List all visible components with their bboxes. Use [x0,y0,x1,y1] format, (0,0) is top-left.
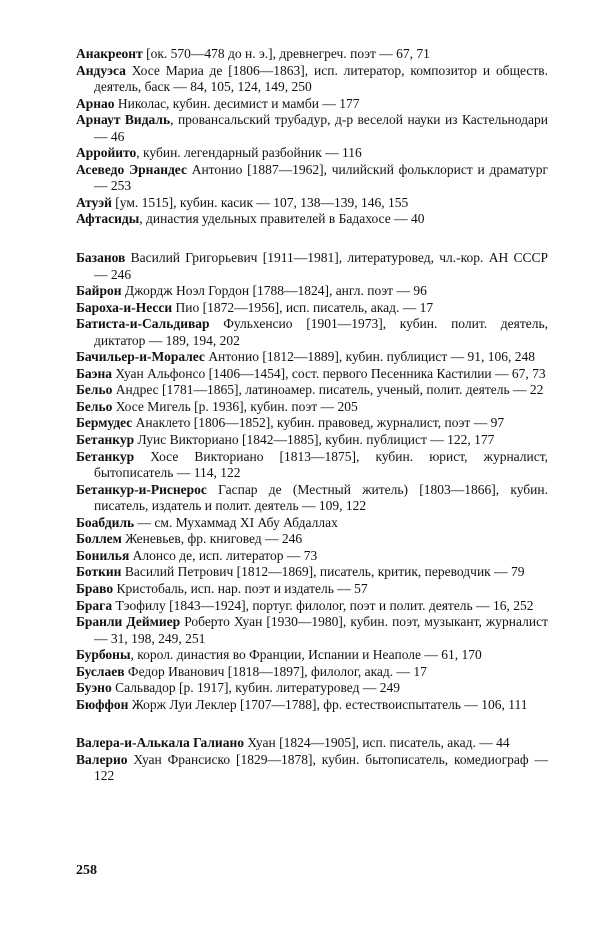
index-entry [76,250,548,283]
entry-headword: Бюффон [76,696,129,712]
index-entry [76,195,548,212]
entry-text: Хуан [1824—1905], исп. писатель, акад. — 44 [243,735,510,751]
entry-text: Андрес [1781—1865], латиноамер. писатель, ученый, полит. деятель — 22 [112,382,544,398]
entry-headword: Бурбоны [76,647,131,663]
entry-headword: Бельо [76,398,113,414]
index-entry [76,647,548,664]
entry-text: Хосе Викториано [1813—1875], кубин. юрист, журналист, бытописатель — 114, 122 [94,448,548,481]
entry-text: , династия удельных правителей в Бадахосе — 40 [139,211,425,227]
index-entry [76,162,548,195]
entry-headword: Валерио [76,751,128,767]
index-entry [76,548,548,565]
index-entry [76,399,548,416]
entry-headword: Баэна [76,365,113,381]
index-entry [76,211,548,228]
entry-headword: Бранли Деймиер [76,614,181,630]
index-entry [76,531,548,548]
index-entry [76,96,548,113]
entry-headword: Бетанкур [76,448,135,464]
entry-text: Кристобаль, исп. нар. поэт и издатель — 57 [113,580,368,596]
entry-text: Роберто Хуан [1930—1980], кубин. поэт, музыкант, журналист — 31, 198, 249, 251 [94,614,548,646]
index-entry [76,63,548,96]
index-entry [76,316,548,349]
entry-headword: Асеведо Эрнандес [76,161,187,177]
index-section-a [76,46,548,228]
index-entry [76,598,548,615]
entry-headword: Базанов [76,250,126,266]
entry-text: , корол. династия во Франции, Испании и Неаполе — 61, 170 [130,647,482,663]
page-number: 258 [76,863,97,878]
entry-headword: Бачильер-и-Моралес [76,349,205,365]
entry-headword: Буслаев [76,663,125,679]
entry-text: Василий Григорьевич [1911—1981], литературовед, чл.-кор. АН СССР — 246 [94,250,548,282]
index-entry [76,366,548,383]
index-entry [76,581,548,598]
entry-headword: Боллем [76,531,122,547]
entry-headword: Валера-и-Алькала Галиано [76,735,244,751]
entry-headword: Бетанкур [76,432,135,448]
index-entry [76,614,548,647]
entry-text: Николас, кубин. десимист и мамби — 177 [114,95,360,111]
entry-text: Василий Петрович [1812—1869], писатель, критик, переводчик — 79 [121,564,525,580]
index-entry [76,415,548,432]
entry-headword: Байрон [76,283,122,299]
index-section-v [76,735,548,785]
entry-headword: Бароха-и-Несси [76,299,173,315]
entry-headword: Атуэй [76,194,112,210]
entry-text: Фульхенсио [1901—1973], кубин. полит. деятель, диктатор — 189, 194, 202 [94,316,548,348]
entry-text: — см. Мухаммад XI Абу Абдаллах [134,514,338,530]
entry-headword: Брага [76,597,113,613]
entry-headword: Боабдиль [76,514,135,530]
entry-headword: Арнаут Видаль [76,112,171,128]
entry-text: Антонио [1887—1962], чилийский фольклорист и драматург — 253 [94,161,548,194]
entry-headword: Браво [76,580,114,596]
index-entry [76,46,548,63]
entry-text: [ум. 1515], кубин. касик — 107, 138—139, 146, 155 [111,194,409,210]
entry-text: Антонио [1812—1889], кубин. публицист — 91, 106, 248 [204,349,535,365]
index-entry [76,349,548,366]
index-entry [76,752,548,785]
entry-text: , кубин. легендарный разбойник — 116 [136,145,362,161]
entry-text: Хуан Франсиско [1829—1878], кубин. бытописатель, комедиограф — 122 [94,751,548,784]
entry-text: Луис Викториано [1842—1885], кубин. публицист — 122, 177 [134,432,495,448]
entry-text: Женевьев, фр. книговед — 246 [121,531,303,547]
index-entry [76,482,548,515]
entry-text: Хосе Мариа де [1806—1863], исп. литератор, композитор и обществ. деятель, баск — 84, 105, 124, 149, 250 [94,62,548,95]
entry-headword: Буэно [76,680,112,696]
index-entry [76,680,548,697]
entry-text: Гаспар де (Местный житель) [1803—1866], кубин. писатель, издатель и полит. деятель — 109, 122 [94,481,548,514]
entry-text: Жорж Луи Леклер [1707—1788], фр. естествоиспытатель — 106, 111 [128,696,528,712]
index-entry [76,515,548,532]
entry-headword: Арройито [76,145,137,161]
entry-headword: Боткин [76,564,122,580]
index-entry [76,145,548,162]
entry-headword: Бермудес [76,415,133,431]
entry-text: Хосе Мигель [р. 1936], кубин. поэт — 205 [112,398,358,414]
index-entry [76,432,548,449]
entry-text: [ок. 570—478 до н. э.], древнегреч. поэт — 67, 71 [142,46,430,61]
index-entry [76,735,548,752]
entry-text: Алонсо де, исп. литератор — 73 [129,547,318,563]
index-entry [76,283,548,300]
index-entry [76,697,548,714]
index-section-b [76,250,548,713]
index-entry [76,112,548,145]
entry-headword: Бетанкур-и-Риснерос [76,481,207,497]
index-entry [76,300,548,317]
index-entry [76,564,548,581]
entry-text: Тэофилу [1843—1924], португ. филолог, поэт и полит. деятель — 16, 252 [112,597,534,613]
entry-headword: Арнао [76,95,115,111]
entry-headword: Бельо [76,382,113,398]
entry-headword: Батиста-и-Сальдивар [76,316,210,332]
entry-text: Федор Иванович [1818—1897], филолог, акад. — 17 [124,663,427,679]
entry-headword: Андуэса [76,62,126,78]
index-entry [76,664,548,681]
index-entry [76,382,548,399]
entry-headword: Бонилья [76,547,130,563]
entry-text: Анаклето [1806—1852], кубин. правовед, журналист, поэт — 97 [132,415,505,431]
entry-text: Джордж Ноэл Гордон [1788—1824], англ. поэт — 96 [121,283,427,299]
entry-text: Сальвадор [р. 1917], кубин. литературовед — 249 [111,680,400,696]
entry-headword: Афтасиды [76,211,140,227]
entry-text: , провансальский трубадур, д-р веселой науки из Кастельнодари — 46 [94,112,548,144]
entry-text: Хуан Альфонсо [1406—1454], сост. первого Песенника Кастилии — 67, 73 [112,365,546,381]
entry-text: Пио [1872—1956], исп. писатель, акад. — 17 [172,299,434,315]
entry-headword: Анакреонт [76,46,143,61]
index-entry [76,449,548,482]
